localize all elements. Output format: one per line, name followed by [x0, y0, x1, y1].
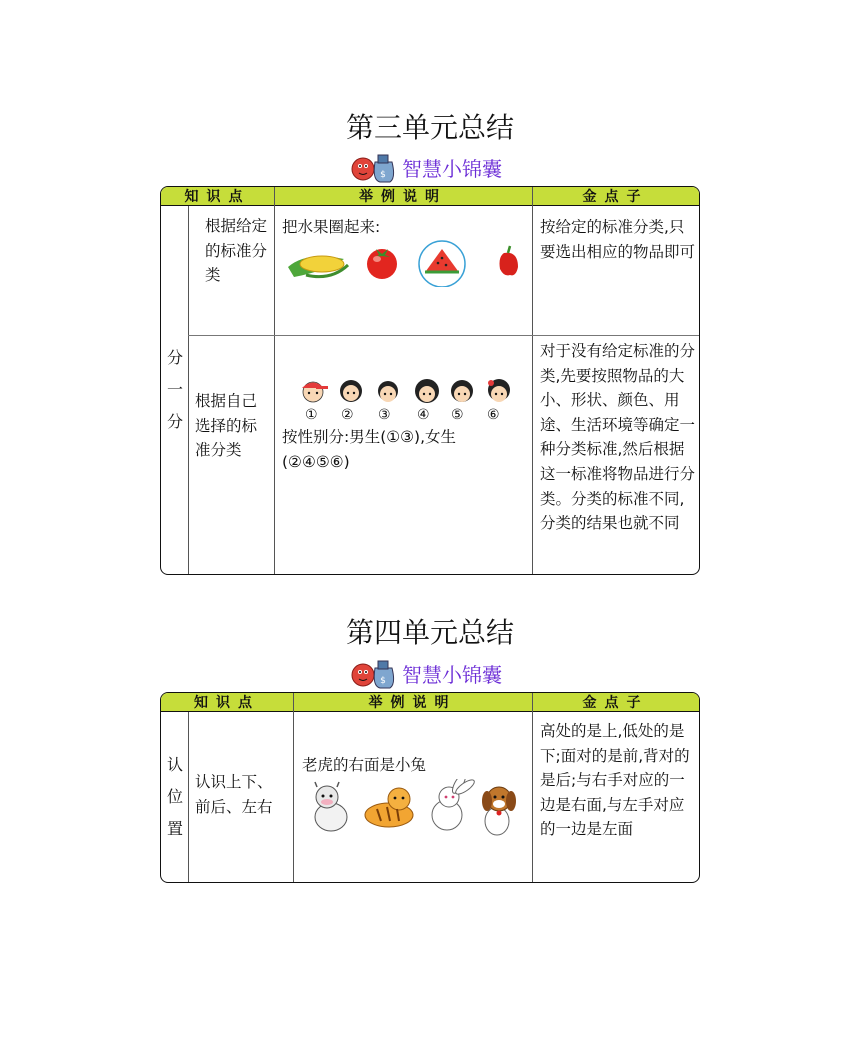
divider — [188, 712, 189, 882]
child-icon — [488, 379, 510, 402]
cow-icon — [315, 782, 347, 831]
header-tip: 金点子 — [532, 693, 699, 712]
child-icon — [451, 380, 473, 402]
child-icon — [340, 380, 362, 402]
pepper-icon — [500, 246, 519, 275]
unit4-subtitle — [350, 656, 502, 690]
example-text-2: 按性别分:男生(①③),女生(②④⑤⑥) — [282, 428, 457, 471]
divider — [274, 187, 275, 574]
header-example: 举例说明 — [293, 693, 532, 712]
example-caption-1: 把水果圈起来: — [282, 218, 381, 236]
number-labels — [303, 407, 523, 427]
divider — [532, 187, 533, 574]
tomato-icon — [367, 249, 397, 279]
svg-text:$: $ — [380, 170, 386, 180]
tip: 高处的是上,低处的是下;面对的是前,背对的是后;与右手对应的一边是右面,与左手对应的一边是左面 — [540, 722, 690, 839]
category-label: 认位置 — [166, 755, 183, 838]
watermelon-icon — [419, 241, 465, 287]
unit4-title: 第四单元总结 — [345, 616, 514, 649]
children-row — [294, 375, 524, 407]
bag-icon — [350, 656, 396, 690]
child-icon — [302, 382, 328, 402]
knowledge-point: 认识上下、前后、左右 — [195, 773, 273, 816]
dog-icon — [482, 787, 516, 835]
header-knowledge-point: 知识点 — [161, 693, 293, 712]
unit3-subtitle — [350, 150, 502, 184]
child-icon — [378, 381, 398, 402]
divider — [188, 335, 699, 336]
child-icon — [415, 379, 439, 403]
unit3-title: 第三单元总结 — [345, 111, 514, 144]
number-label: ② — [341, 407, 354, 423]
svg-text:$: $ — [380, 676, 386, 686]
knowledge-point-2: 根据自己选择的标准分类 — [195, 392, 258, 460]
number-label: ⑤ — [451, 407, 464, 423]
header-example: 举例说明 — [274, 187, 532, 206]
header-knowledge-point: 知识点 — [161, 187, 274, 206]
example-caption: 老虎的右面是小兔 — [302, 756, 427, 774]
divider — [293, 693, 294, 882]
tip-2: 对于没有给定标准的分类,先要按照物品的大小、形状、颜色、用途、生活环境等确定一种分类标准,然后根据这一标准将物品进行分类。分类的标准不同,分类的结果也就不同 — [540, 342, 696, 533]
tip-1: 按给定的标准分类,只要选出相应的物品即可 — [540, 218, 696, 261]
bag-icon — [350, 150, 396, 184]
unit3-table — [160, 186, 700, 575]
tiger-icon — [365, 788, 413, 827]
category-label: 分一分 — [166, 348, 183, 431]
unit4-table — [160, 692, 700, 883]
number-label: ④ — [417, 407, 430, 423]
divider — [188, 206, 189, 574]
subtitle-text: 智慧小锦囊 — [402, 156, 502, 181]
header-tip: 金点子 — [532, 187, 699, 206]
number-label: ③ — [378, 407, 391, 423]
number-label: ① — [305, 407, 318, 423]
knowledge-point-1: 根据给定的标准分类 — [205, 217, 268, 285]
divider — [532, 693, 533, 882]
fruit-row — [286, 237, 526, 287]
corn-icon — [288, 256, 348, 277]
subtitle-text: 智慧小锦囊 — [402, 662, 502, 687]
animals-row — [307, 779, 522, 839]
rabbit-icon — [432, 779, 476, 830]
number-label: ⑥ — [487, 407, 500, 423]
